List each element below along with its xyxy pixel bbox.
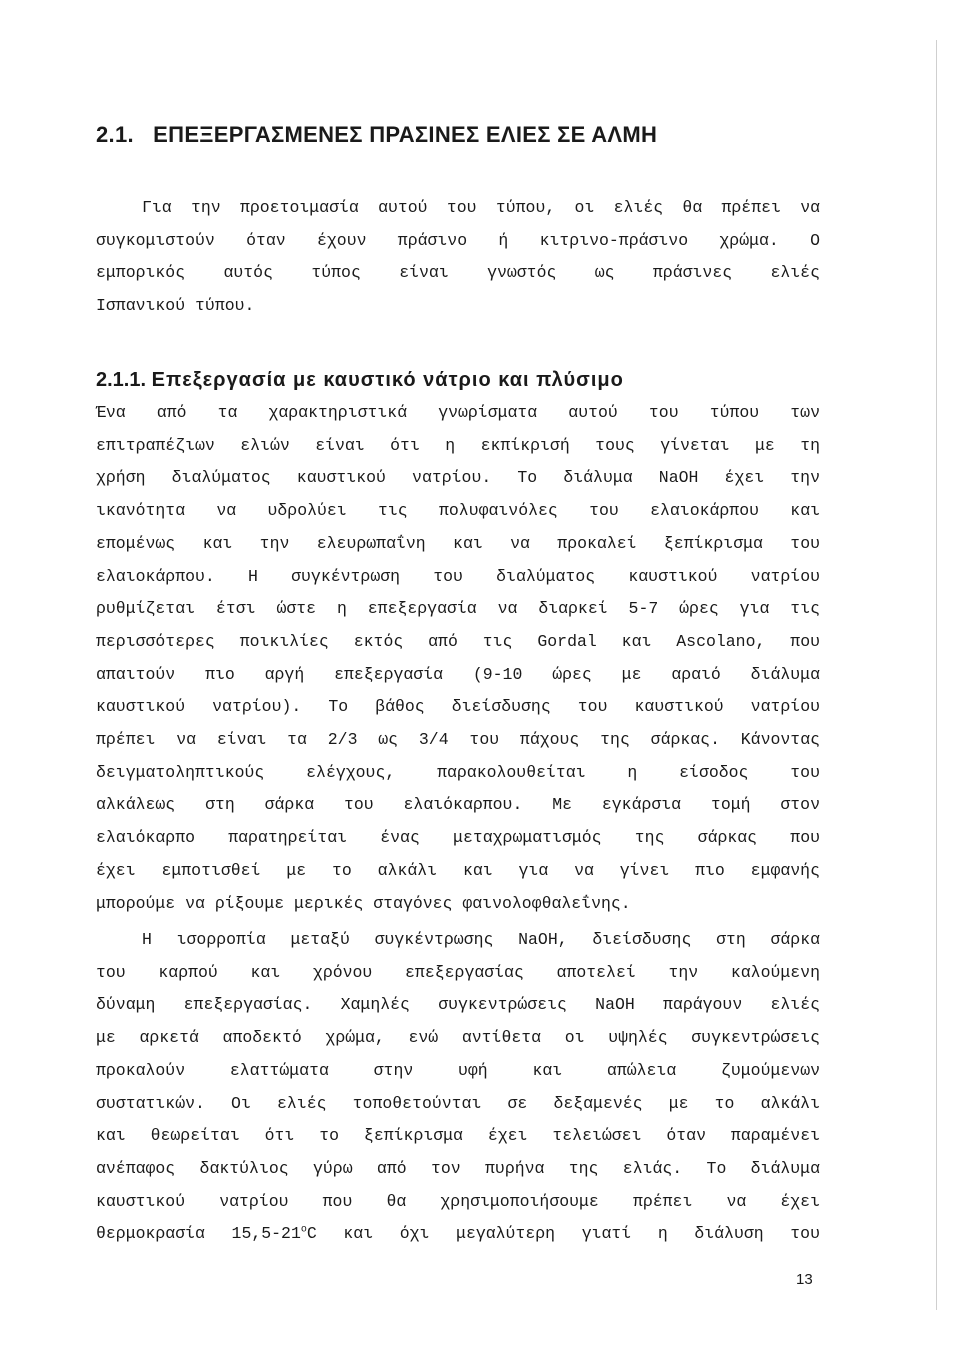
section-number: 2.1.: [96, 122, 134, 147]
subsection-number: 2.1.1.: [96, 369, 147, 391]
body2-line: ανέπαφος δακτύλιος γύρω από τον πυρήνα της ελιάς. Το διάλυμα: [96, 1158, 820, 1178]
intro-line: Ισπανικού τύπου.: [96, 296, 255, 316]
body2-line: προκαλούν ελαττώματα στην υφή και απώλεια ζυμούμενων: [96, 1060, 820, 1080]
body-line: περισσότερες ποικιλίες εκτός από τις Gordal και Ascolano, που: [96, 631, 820, 651]
body-line: Ένα από τα χαρακτηριστικά γνωρίσματα αυτού του τύπου των: [96, 403, 820, 422]
body-line: έχει εμποτισθεί με το αλκάλι και για να γίνει πιο εμφανής: [96, 860, 820, 880]
body2-line: και θεωρείται ότι το ξεπίκρισμα έχει τελειώσει όταν παραμένει: [96, 1126, 820, 1146]
section-heading: [96, 121, 657, 149]
section-title: ΕΠΕΞΕΡΓΑΣΜΕΝΕΣ ΠΡΑΣΙΝΕΣ ΕΛΙΕΣ ΣΕ ΑΛΜΗ: [153, 122, 658, 147]
body-line-last: θερμοκρασία 15,5-21$^o$C και όχι μεγαλύτερη γιατί η διάλυση του: [96, 1224, 820, 1243]
body-line: δειγματοληπτικούς ελέγχους, παρακολουθείται η είσοδος του: [96, 762, 820, 782]
scan-edge-line: [936, 40, 937, 1310]
body-line: ρυθμίζεται έτσι ώστε η επεξεργασία να διαρκεί 5-7 ώρες για τις: [96, 599, 820, 619]
body-line: αλκάλεως στη σάρκα του ελαιόκαρπου. Με εγκάρσια τομή στον: [96, 795, 820, 815]
page-number: 13: [796, 1271, 813, 1288]
body-line: επιτραπέζιων ελιών είναι ότι η εκπίκρισή τους γίνεται με τη: [96, 435, 820, 455]
body-line: ικανότητα να υδρολύει τις πολυφαινόλες του ελαιοκάρπου και: [96, 501, 820, 521]
body-line: απαιτούν πιο αργή επεξεργασία (9-10 ώρες με αραιό διάλυμα: [96, 664, 820, 684]
intro-line: εμπορικός αυτός τύπος είναι γνωστός ως πράσινες ελιές: [96, 263, 820, 283]
body-line: ελαιόκαρπο παρατηρείται ένας μεταχρωματισμός της σάρκας που: [96, 828, 820, 848]
subsection-title: Επεξεργασία με καυστικό νάτριο και πλύσιμο: [151, 369, 624, 391]
body-line: επομένως και την ελευρωπαΐνη και να προκαλεί ξεπίκρισμα του: [96, 533, 820, 553]
body-line: πρέπει να είναι τα 2/3 ως 3/4 του πάχους της σάρκας. Κάνοντας: [96, 730, 820, 749]
body2-line: συστατικών. Οι ελιές τοποθετούνται σε δεξαμενές με το αλκάλι: [96, 1093, 820, 1113]
body-line: χρήση διαλύματος καυστικού νατρίου. Το διάλυμα NaOH έχει την: [96, 468, 820, 488]
body2-line: δύναμη επεξεργασίας. Χαμηλές συγκεντρώσεις NaOH παράγουν ελιές: [96, 995, 820, 1015]
body2-line: του καρπού και χρόνου επεξεργασίας αποτελεί την καλούμενη: [96, 962, 820, 982]
body-line: μπορούμε να ρίξουμε μερικές σταγόνες φαινολοφθαλεΐνης.: [96, 893, 631, 913]
body2-line: με αρκετά αποδεκτό χρώμα, ενώ αντίθετα οι υψηλές συγκεντρώσεις: [96, 1028, 820, 1048]
intro-line: συγκομιστούν όταν έχουν πράσινο ή κιτρινο-πράσινο χρώμα. Ο: [96, 230, 820, 250]
subsection-heading: [96, 367, 624, 393]
intro-line: Για την προετοιμασία αυτού του τύπου, οι ελιές θα πρέπει να: [142, 198, 820, 217]
body-line: ελαιοκάρπου. Η συγκέντρωση του διαλύματος καυστικού νατρίου: [96, 566, 820, 586]
body-line: καυστικού νατρίου). Το βάθος διείσδυσης του καυστικού νατρίου: [96, 697, 820, 717]
body2-line: καυστικού νατρίου που θα χρησιμοποιήσουμε πρέπει να έχει: [96, 1191, 820, 1211]
body2-line: Η ισορροπία μεταξύ συγκέντρωσης NaOH, διείσδυσης στη σάρκα: [142, 930, 820, 949]
